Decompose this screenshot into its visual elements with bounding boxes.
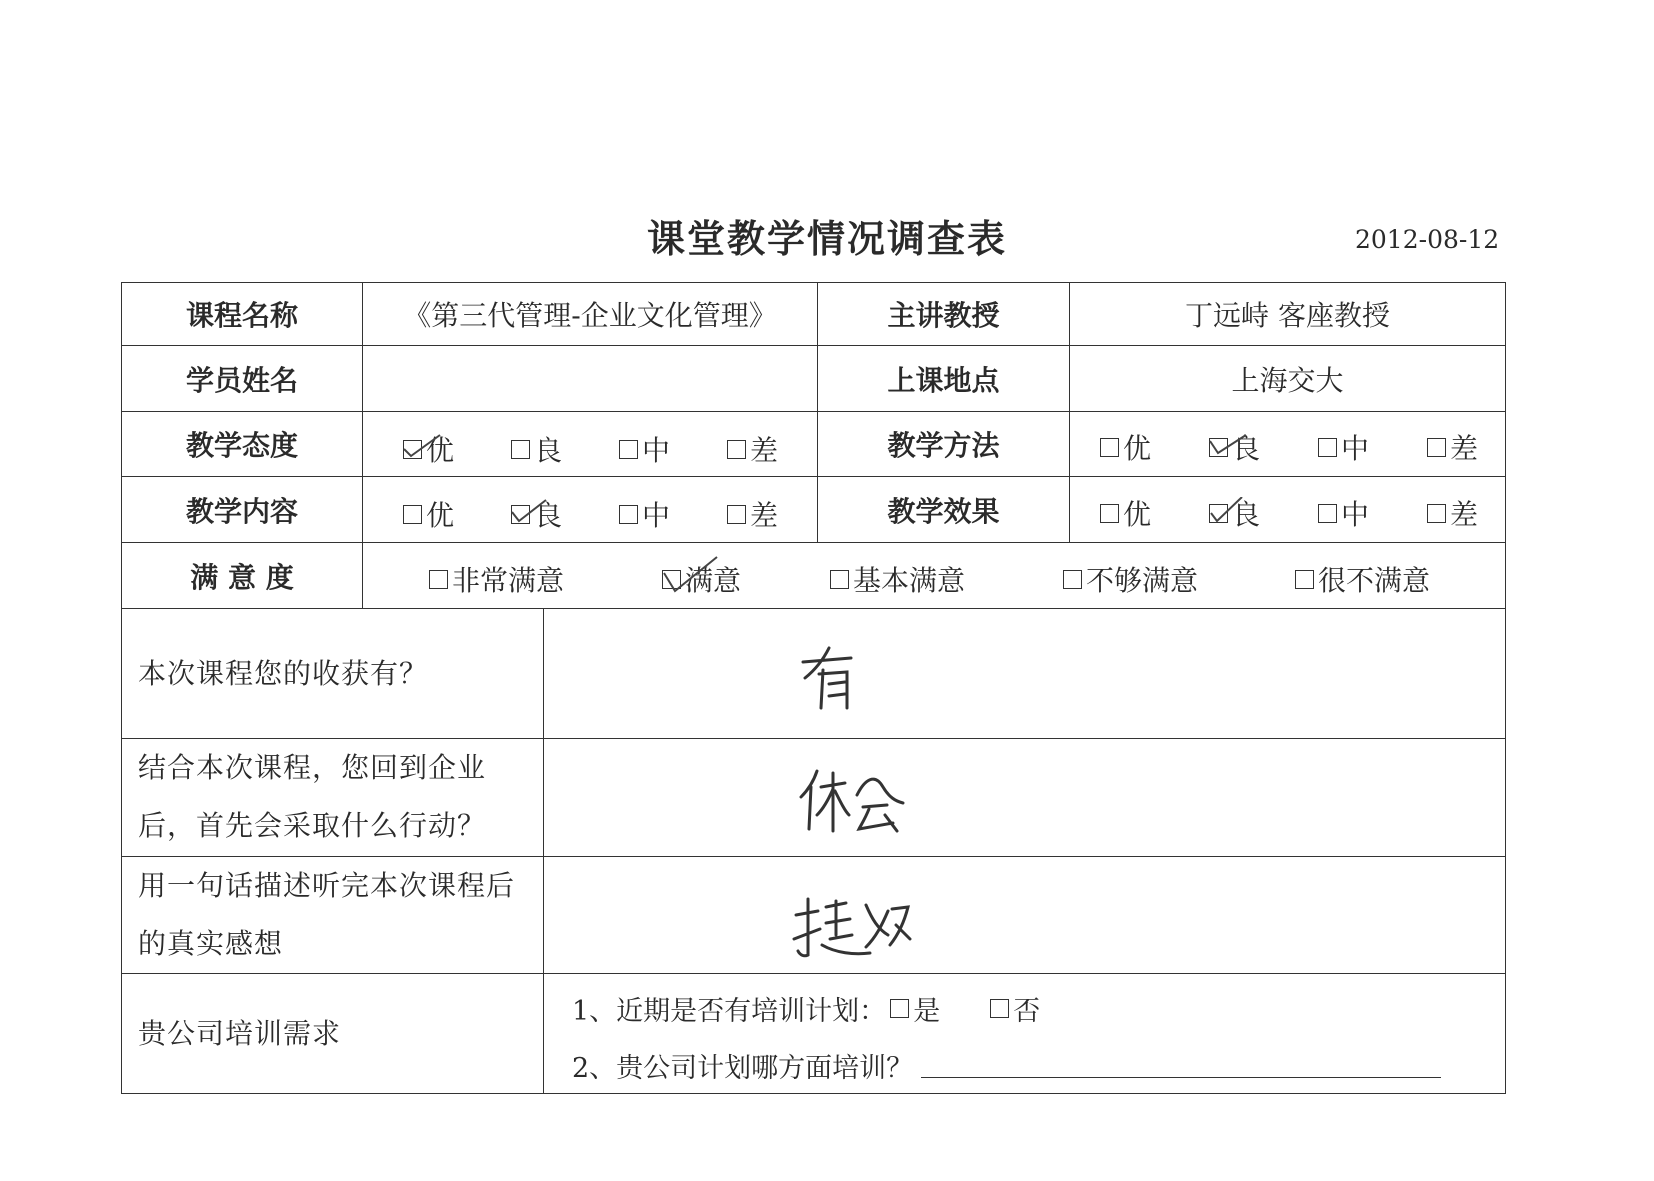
option-excellent[interactable]: [403, 429, 454, 469]
location-label: 上课地点: [817, 345, 1070, 412]
checkbox[interactable]: [1427, 438, 1446, 457]
question-training-needs: 贵公司培训需求: [121, 973, 544, 1094]
option-label: 不够满意: [1086, 564, 1199, 597]
professor-label: 主讲教授: [817, 282, 1070, 346]
question-feeling: 用一句话描述听完本次课程后的真实感想: [121, 856, 544, 974]
option-good[interactable]: [511, 429, 562, 469]
option-average[interactable]: [619, 429, 670, 469]
training-area-input[interactable]: [921, 1053, 1441, 1078]
check-mark-icon: [1208, 497, 1248, 523]
satisfaction-label: 满 意 度: [121, 542, 363, 609]
option-label: 优: [426, 499, 455, 532]
option-satisfied[interactable]: [662, 559, 741, 599]
option-label: 良: [534, 499, 563, 532]
training-area-label: 2、贵公司计划哪方面培训？: [572, 1053, 914, 1084]
checkbox[interactable]: [1063, 570, 1082, 589]
option-poor[interactable]: [727, 429, 778, 469]
option-label: 中: [1341, 498, 1370, 531]
option-average[interactable]: [619, 494, 670, 534]
option-label: 基本满意: [853, 564, 966, 597]
option-label: 差: [750, 434, 779, 467]
option-label: 满意: [685, 564, 742, 597]
training-needs-answers: [543, 973, 1506, 1094]
option-label: 差: [750, 499, 779, 532]
question-gains: 本次课程您的收获有？: [121, 608, 544, 739]
option-label: 否: [1013, 996, 1041, 1027]
teaching-effect-label: 教学效果: [817, 476, 1070, 543]
option-label: 是: [913, 996, 941, 1027]
option-label: 差: [1450, 432, 1479, 465]
question-action: 结合本次课程，您回到企业后，首先会采取什么行动？: [121, 738, 544, 857]
option-average[interactable]: [1318, 493, 1369, 533]
option-excellent[interactable]: [1100, 427, 1151, 467]
option-good[interactable]: [1209, 493, 1260, 533]
option-label: 非常满意: [452, 564, 565, 597]
checkbox[interactable]: [429, 570, 448, 589]
checkbox[interactable]: [511, 440, 530, 459]
form-date: 2012-08-12: [1355, 225, 1500, 254]
option-excellent[interactable]: [1100, 493, 1151, 533]
handwriting-feeling: [792, 895, 912, 965]
checkbox[interactable]: [727, 440, 746, 459]
check-mark-icon: [1208, 431, 1248, 457]
professor-value: 丁远峙 客座教授: [1069, 282, 1506, 346]
checkbox[interactable]: [403, 440, 422, 459]
check-mark-icon: [510, 498, 550, 524]
checkbox[interactable]: [1318, 504, 1337, 523]
option-average[interactable]: [1318, 427, 1369, 467]
option-label: 良: [1232, 432, 1261, 465]
checkbox[interactable]: [619, 505, 638, 524]
checkbox-no[interactable]: [990, 999, 1009, 1018]
checkbox[interactable]: [511, 505, 530, 524]
teaching-content-label: 教学内容: [121, 476, 363, 543]
check-mark-icon: [402, 433, 442, 459]
student-name-field[interactable]: [362, 345, 818, 412]
option-poor[interactable]: [1427, 427, 1478, 467]
student-name-label: 学员姓名: [121, 345, 363, 412]
teaching-method-label: 教学方法: [817, 411, 1070, 477]
option-label: 优: [426, 434, 455, 467]
checkbox[interactable]: [403, 505, 422, 524]
option-label: 良: [534, 434, 563, 467]
option-poor[interactable]: [727, 494, 778, 534]
checkbox[interactable]: [1100, 438, 1119, 457]
handwriting-gains: [799, 644, 869, 714]
option-good[interactable]: [511, 494, 562, 534]
course-name-value: 《第三代管理-企业文化管理》: [362, 282, 818, 346]
option-very-satisfied[interactable]: [429, 559, 564, 599]
checkbox[interactable]: [1209, 504, 1228, 523]
answer-gains-field[interactable]: [543, 608, 1506, 739]
option-very-dissatisfied[interactable]: [1295, 559, 1430, 599]
checkbox[interactable]: [1295, 570, 1314, 589]
teaching-attitude-options: [362, 411, 818, 477]
checkbox[interactable]: [1100, 504, 1119, 523]
option-excellent[interactable]: [403, 494, 454, 534]
location-value: 上海交大: [1069, 345, 1506, 412]
satisfaction-options: [362, 542, 1506, 609]
teaching-effect-options: [1069, 476, 1506, 543]
option-label: 中: [1341, 432, 1370, 465]
option-poor[interactable]: [1427, 493, 1478, 533]
option-label: 很不满意: [1318, 564, 1431, 597]
checkbox[interactable]: [1427, 504, 1446, 523]
training-area-question: [572, 1046, 1441, 1085]
option-not-satisfied[interactable]: [1063, 559, 1198, 599]
answer-action-field[interactable]: [543, 738, 1506, 857]
checkbox[interactable]: [662, 570, 681, 589]
teaching-attitude-label: 教学态度: [121, 411, 363, 477]
option-label: 中: [642, 499, 671, 532]
option-good[interactable]: [1209, 427, 1260, 467]
option-label: 中: [642, 434, 671, 467]
option-label: 优: [1123, 432, 1152, 465]
option-label: 良: [1232, 498, 1261, 531]
teaching-content-options: [362, 476, 818, 543]
checkbox-yes[interactable]: [890, 999, 909, 1018]
checkbox[interactable]: [727, 505, 746, 524]
handwriting-action: [799, 767, 909, 837]
training-plan-label: 1、近期是否有培训计划：: [572, 996, 887, 1027]
teaching-method-options: [1069, 411, 1506, 477]
check-mark-icon: [661, 555, 721, 595]
course-name-label: 课程名称: [121, 282, 363, 346]
option-label: 优: [1123, 498, 1152, 531]
checkbox[interactable]: [830, 570, 849, 589]
form-title: 课堂教学情况调查表: [646, 217, 1007, 261]
option-basically-satisfied[interactable]: [830, 559, 965, 599]
checkbox[interactable]: [619, 440, 638, 459]
answer-feeling-field[interactable]: [543, 856, 1506, 974]
checkbox[interactable]: [1209, 438, 1228, 457]
option-label: 差: [1450, 498, 1479, 531]
training-plan-question: [572, 989, 1040, 1028]
checkbox[interactable]: [1318, 438, 1337, 457]
